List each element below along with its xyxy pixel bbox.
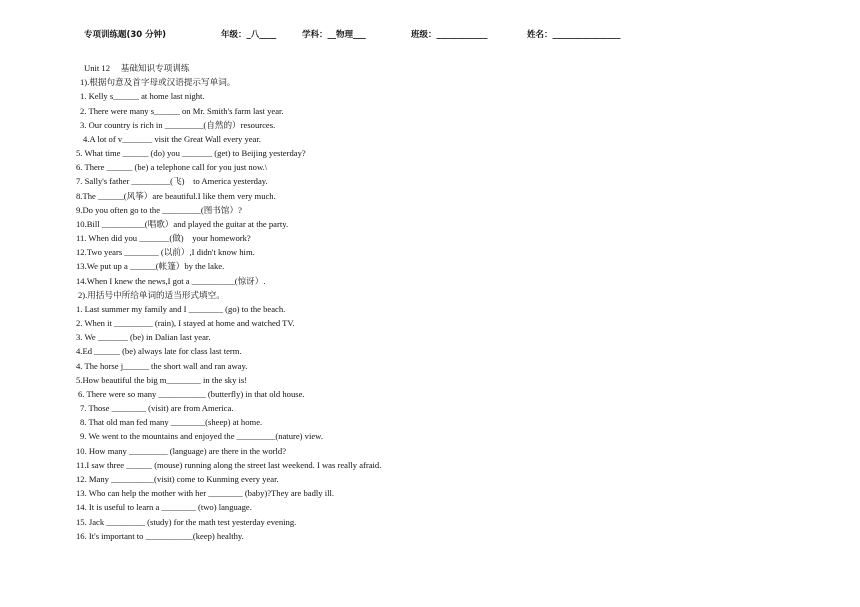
exercise-item: 2. When it _________ (rain), I stayed at home and watched TV. [76,318,295,329]
exercise-item: 5. What time ______ (do) you _______ (get) to Beijing yesterday? [76,148,306,159]
worksheet-header [0,28,860,44]
worksheet-body [76,61,776,543]
exercise-item: 6. There ______ (be) a telephone call for you just now.\ [76,162,268,173]
exercise-item: 7. Those ________ (visit) are from America. [80,403,234,414]
exercise-item: 6. There were so many ___________ (butterfly) in that old house. [78,388,305,399]
exercise-item: 9.Do you often go to the _________(图书馆）? [76,204,242,215]
exercise-item: 13. Who can help the mother with her ________ (baby)?They are badly ill. [76,488,335,499]
exercise-item: 8.The ______(风筝）are beautiful.I like them very much. [76,190,276,201]
exercise-item: 9. We went to the mountains and enjoyed the _________(nature) view. [80,431,323,442]
exercise-item: 3. We _______ (be) in Dalian last year. [76,332,211,343]
grade-field: 年级：_八____ [221,30,277,40]
worksheet-title: 专项训练题(30 分钟) [84,30,167,40]
section-1-heading: 1).根据句意及首字母或汉语提示写单词。 [80,77,236,88]
exercise-item: 5.How beautiful the big m________ in the sky is! [76,374,248,385]
exercise-item: 12. Many __________(visit) come to Kunming every year. [76,473,279,484]
exercise-item: 3. Our country is rich in _________(自然的）resources. [80,119,276,130]
exercise-item: 10.Bill __________(唱歌）and played the guitar at the party. [76,218,289,229]
exercise-item: 4.A lot of v_______ visit the Great Wall every year. [83,133,261,144]
exercise-item: 11. When did you _______(做) your homework? [76,233,251,244]
exercise-item: 4. The horse j______ the short wall and ran away. [76,360,248,371]
exercise-item: 15. Jack _________ (study) for the math test yesterday evening. [76,516,297,527]
exercise-item: 4.Ed ______ (be) always late for class last term. [76,346,242,357]
exercise-item: 1. Kelly s______ at home last night. [80,91,205,102]
exercise-item: 7. Sally's father _________(飞) to America yesterday. [76,176,268,187]
name-field: 姓名：________________ [527,30,621,40]
exercise-item: 12.Two years ________ (以前）,I didn't know him. [76,247,255,258]
unit-title: Unit 12 基础知识专项训练 [84,63,190,73]
subject-field: 学科：__物理___ [302,30,366,40]
exercise-item: 10. How many _________ (language) are there in the world? [76,445,287,456]
exercise-item: 14. It is useful to learn a ________ (two) language. [76,502,252,513]
exercise-item: 1. Last summer my family and I ________ (go) to the beach. [76,303,286,314]
exercise-item: 8. That old man fed many ________(sheep) at home. [80,417,263,428]
class-field: 班级：____________ [411,30,488,40]
exercise-item: 16. It's important to ___________(keep) healthy. [76,530,244,541]
exercise-item: 2. There were many s______ on Mr. Smith's farm last year. [80,105,284,116]
section-2-heading: 2).用括号中所给单词的适当形式填空。 [78,289,225,300]
exercise-item: 13.We put up a ______(帐篷）by the lake. [76,261,225,272]
exercise-item: 14.When I knew the news,I got a __________(惊讶）. [76,275,266,286]
exercise-item: 11.I saw three ______ (mouse) running along the street last weekend. I was really afraid. [76,459,382,470]
